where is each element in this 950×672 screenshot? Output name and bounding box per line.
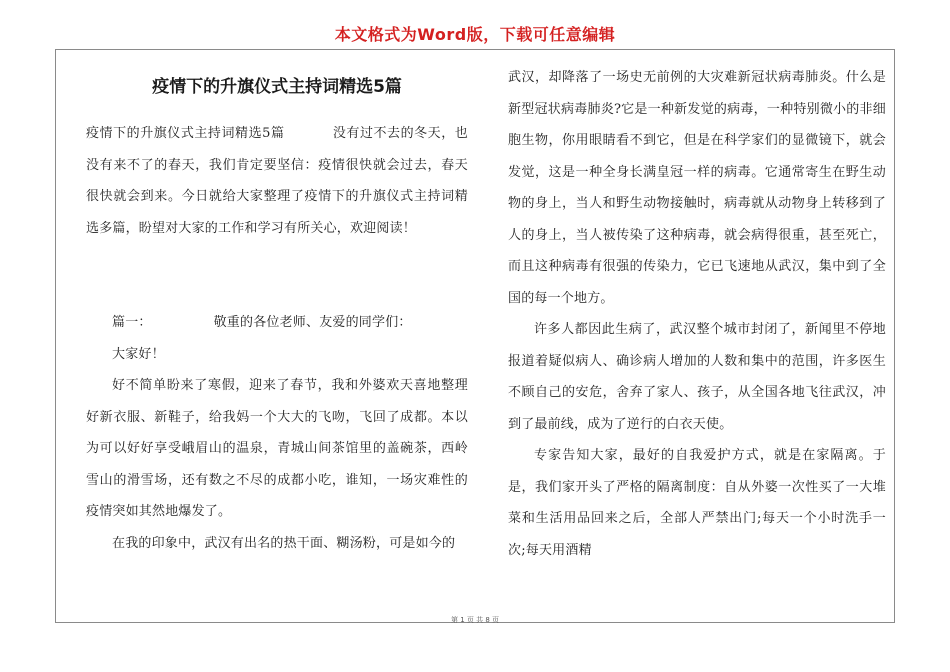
page-number: 第 1 页 共 8 页 — [450, 616, 500, 624]
intro-paragraph — [86, 118, 468, 244]
intro-label: 疫情下的升旗仪式主持词精选5篇 — [86, 126, 285, 141]
right-paragraph-1: 武汉，却降落了一场史无前例的大灾难新冠状病毒肺炎。什么是新型冠状病毒肺炎?它是一种新发觉的病毒，一种特别微小的非细胞生物，你用眼睛看不到它，但是在科学家们的显微镜下，就会发觉，这是一种全身长满皇冠一样的病毒。它通常寄生在野生动物的身上，当人和野生动物接触时，病毒就从动物身上转移到了人的身上，当人被传染了这种病毒，就会病得很重，甚至死亡，而且这种病毒有很强的传染力，它已飞速地从武汉，集中到了全国的每一个地方。 — [508, 70, 886, 306]
section-heading — [86, 307, 468, 339]
spacer — [86, 244, 468, 276]
section-label: 篇一： — [112, 315, 152, 330]
left-column — [86, 118, 468, 559]
word-format-banner: 本文格式为Word版，下载可任意编辑 — [334, 25, 616, 44]
document-title: 疫情下的升旗仪式主持词精选5篇 — [152, 77, 402, 97]
right-paragraph-2: 许多人都因此生病了，武汉整个城市封闭了，新闻里不停地报道着疑似病人、确诊病人增加的人数和集中的范围，许多医生不顾自己的安危，舍弃了家人、孩子，从全国各地飞往武汉，冲到了最前线，成为了逆行的白衣天使。 — [508, 322, 886, 432]
salutation: 敬重的各位老师、友爱的同学们： — [213, 315, 412, 330]
right-column — [508, 62, 886, 566]
spacer — [86, 276, 468, 308]
right-paragraph-3: 专家告知大家，最好的自我爱护方式，就是在家隔离。于是，我们家开头了严格的隔离制度：自从外婆一次性买了一大堆菜和生活用品回来之后，全部人严禁出门;每天一个小时洗手一次;每天用酒精 — [508, 448, 886, 558]
greeting: 大家好！ — [112, 346, 165, 362]
left-paragraph-1: 好不简单盼来了寒假，迎来了春节，我和外婆欢天喜地整理好新衣服、新鞋子，给我妈一个大大的飞吻，飞回了成都。本以为可以好好享受峨眉山的温泉，青城山间茶馆里的盖碗茶，西岭雪山的滑雪场，还有数之不尽的成都小吃，谁知，一场灾难性的疫情突如其然地爆发了。 — [86, 378, 468, 519]
intro-text: 没有过不去的冬天，也没有来不了的春天，我们肯定要坚信：疫情很快就会过去，春天很快就会到来。今日就给大家整理了疫情下的升旗仪式主持词精选多篇，盼望对大家的工作和学习有所关心，欢迎阅读！ — [86, 126, 468, 236]
left-paragraph-2: 在我的印象中，武汉有出名的热干面、糊汤粉，可是如今的 — [112, 535, 456, 551]
